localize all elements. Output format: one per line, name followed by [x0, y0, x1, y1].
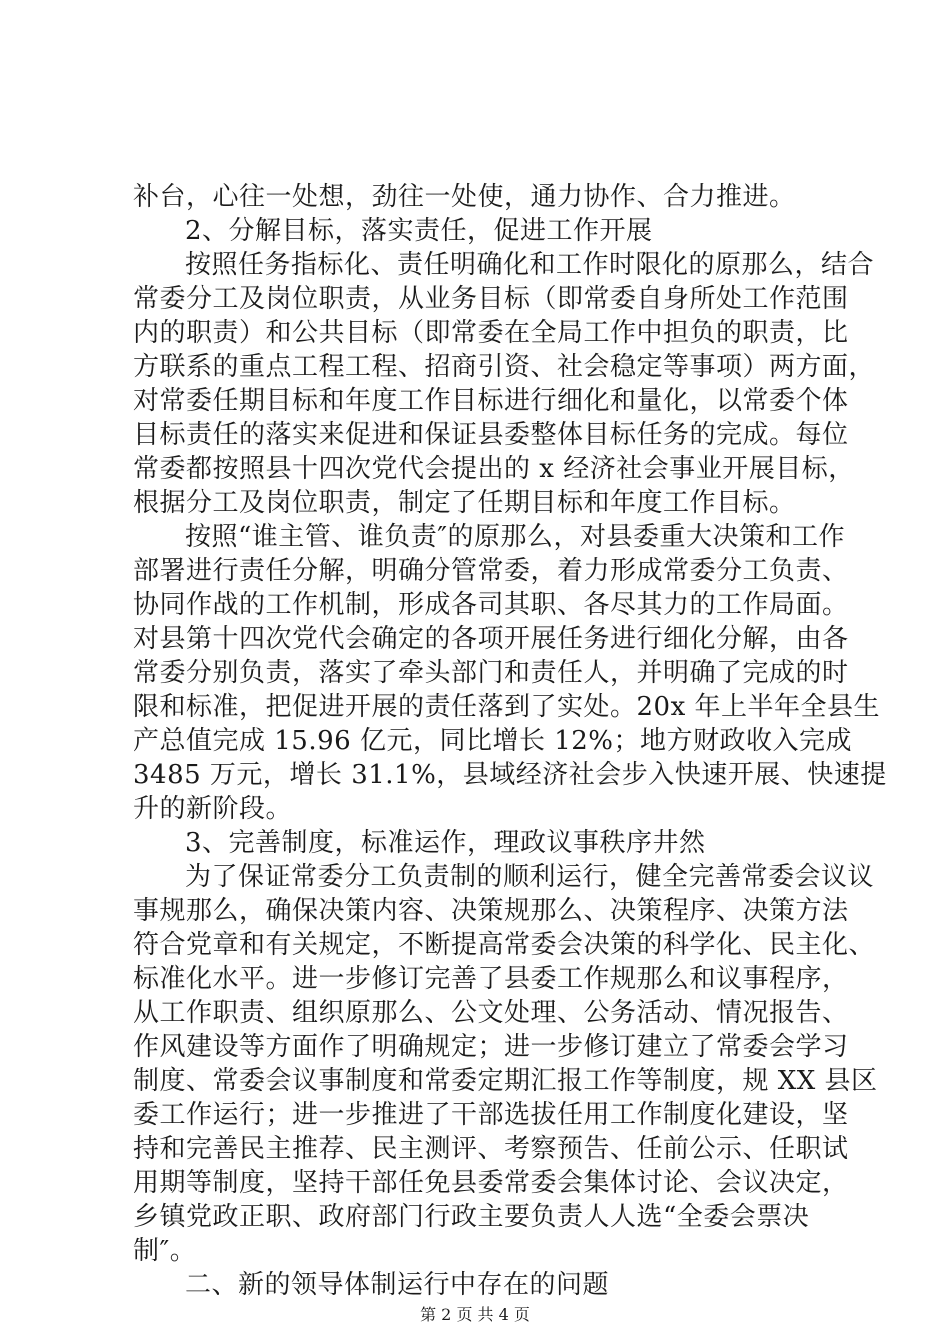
text-line: 补台，心往一处想，劲往一处使，通力协作、合力推进。	[133, 182, 796, 212]
text-line: 按照任务指标化、责任明确化和工作时限化的原那么，结合	[185, 250, 875, 280]
text-line: 目标责任的落实来促进和保证县委整体目标任务的完成。每位	[133, 420, 849, 450]
text-line: 限和标准，把促进开展的责任落到了实处。20x 年上半年全县生	[133, 692, 881, 722]
text-line: 对县第十四次党代会确定的各项开展任务进行细化分解，由各	[133, 624, 849, 654]
text-line: 常委都按照县十四次党代会提出的 x 经济社会事业开展目标，	[133, 454, 855, 484]
text-line: 升的新阶段。	[133, 794, 293, 824]
text-line: 根据分工及岗位职责，制定了任期目标和年度工作目标。	[133, 488, 796, 518]
section-heading: 2、分解目标，落实责任，促进工作开展	[185, 216, 653, 246]
text-line: 符合党章和有关规定，不断提高常委会决策的科学化、民主化、	[133, 930, 876, 960]
text-line: 作风建设等方面作了明确规定；进一步修订建立了常委会学习	[133, 1032, 849, 1062]
text-line: 用期等制度，坚持干部任免县委常委会集体讨论、会议决定，	[133, 1168, 849, 1198]
text-line: 标准化水平。进一步修订完善了县委工作规那么和议事程序，	[133, 964, 849, 994]
text-line: 制″。	[133, 1236, 197, 1266]
text-line: 内的职责）和公共目标（即常委在全局工作中担负的职责，比	[133, 318, 849, 348]
page-number: 第 2 页 共 4 页	[420, 1305, 530, 1324]
text-line: 从工作职责、组织原那么、公文处理、公务活动、情况报告、	[133, 998, 849, 1028]
text-line: 方联系的重点工程工程、招商引资、社会稳定等事项）两方面，	[133, 352, 876, 382]
text-line: 制度、常委会议事制度和常委定期汇报工作等制度，规 XX 县区	[133, 1066, 878, 1096]
text-line: 3485 万元，增长 31.1%，县域经济社会步入快速开展、快速提	[133, 760, 887, 790]
text-line: 常委分别负责，落实了牵头部门和责任人，并明确了完成的时	[133, 658, 849, 688]
text-line: 按照“谁主管、谁负责″的原那么，对县委重大决策和工作	[185, 522, 846, 552]
text-line: 产总值完成 15.96 亿元，同比增长 12%；地方财政收入完成	[133, 726, 853, 756]
text-line: 乡镇党政正职、政府部门行政主要负责人人选“全委会票决	[133, 1202, 810, 1232]
section-heading: 3、完善制度，标准运作，理政议事秩序井然	[185, 828, 706, 858]
text-line: 持和完善民主推荐、民主测评、考察预告、任前公示、任职试	[133, 1134, 849, 1164]
text-line: 协同作战的工作机制，形成各司其职、各尽其力的工作局面。	[133, 590, 849, 620]
text-line: 对常委任期目标和年度工作目标进行细化和量化，以常委个体	[133, 386, 849, 416]
section-heading: 二、新的领导体制运行中存在的问题	[185, 1270, 610, 1300]
text-line: 部署进行责任分解，明确分管常委，着力形成常委分工负责、	[133, 556, 849, 586]
text-line: 为了保证常委分工负责制的顺利运行，健全完善常委会议议	[185, 862, 875, 892]
text-line: 委工作运行；进一步推进了干部选拔任用工作制度化建设，坚	[133, 1100, 849, 1130]
text-line: 常委分工及岗位职责，从业务目标（即常委自身所处工作范围	[133, 284, 849, 314]
text-line: 事规那么，确保决策内容、决策规那么、决策程序、决策方法	[133, 896, 849, 926]
